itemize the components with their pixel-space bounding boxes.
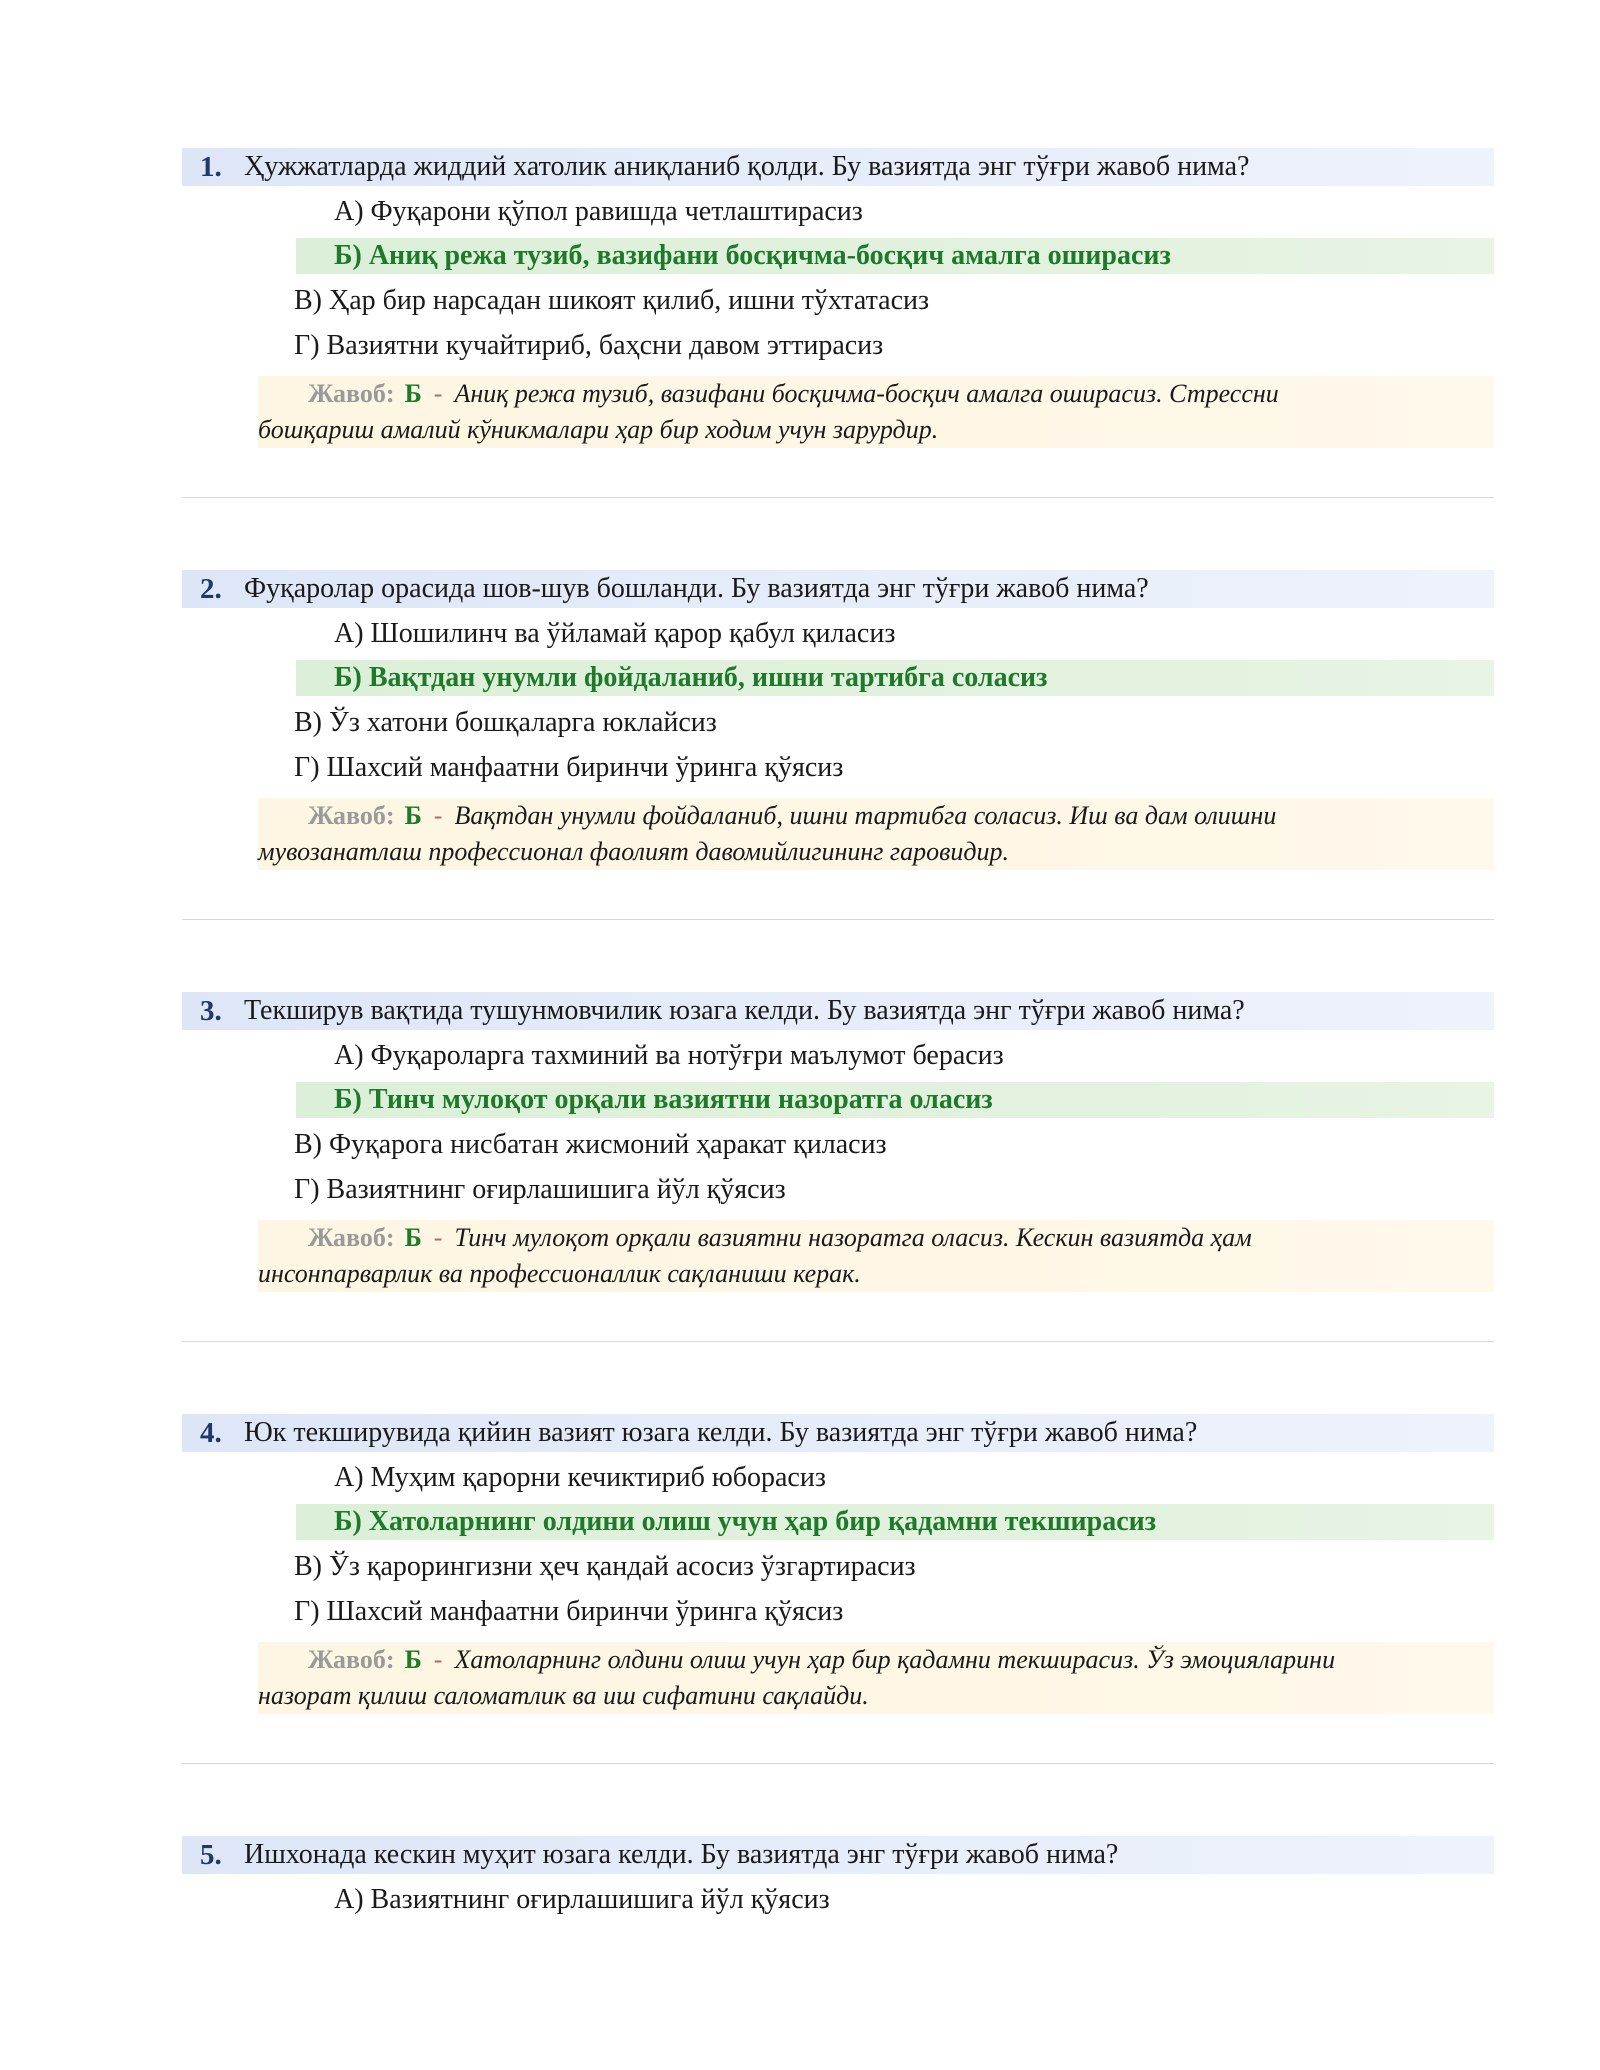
option-g: Г) Шахсий манфаатни биринчи ўринга қўясиз bbox=[294, 752, 844, 783]
answer-box bbox=[258, 1642, 1494, 1714]
question-text: Ҳужжатларда жиддий хатолик аниқланиб қолди. Бу вазиятда энг тўғри жавоб нима? bbox=[244, 151, 1250, 182]
answer-dash: - bbox=[433, 1223, 443, 1252]
option-g: Г) Вазиятнинг оғирлашишига йўл қўясиз bbox=[294, 1174, 786, 1205]
question-1 bbox=[182, 148, 1494, 458]
answer-explanation-1: Тинч мулоқот орқали вазиятни назоратга оласиз. Кескин вазиятда ҳам bbox=[454, 1223, 1252, 1252]
answer-dash: - bbox=[433, 801, 443, 830]
question-number: 1. bbox=[200, 151, 222, 183]
question-number: 3. bbox=[200, 995, 222, 1027]
answer-line-2: назорат қилиш саломатлик ва иш сифатини сақлайди. bbox=[258, 1681, 869, 1710]
answer-line-2: мувозанатлаш профессионал фаолият давомийлигининг гаровидир. bbox=[258, 837, 1010, 866]
answer-line-2: инсонпарварлик ва профессионаллик сақланиши керак. bbox=[258, 1259, 861, 1288]
option-v: В) Ўз қарорингизни ҳеч қандай асосиз ўзгартирасиз bbox=[294, 1551, 916, 1582]
question-number: 2. bbox=[200, 573, 222, 605]
answer-letter: Б bbox=[404, 379, 422, 408]
answer-label: Жавоб: bbox=[308, 379, 395, 408]
question-header bbox=[182, 1836, 1494, 1874]
option-v: В) Фуқарога нисбатан жисмоний ҳаракат қиласиз bbox=[294, 1129, 887, 1160]
option-v: В) Ўз хатони бошқаларга юклайсиз bbox=[294, 707, 717, 738]
answer-line-1 bbox=[308, 1220, 1252, 1256]
question-text: Ишхонада кескин муҳит юзага келди. Бу вазиятда энг тўғри жавоб нима? bbox=[244, 1839, 1119, 1870]
answer-letter: Б bbox=[404, 1223, 422, 1252]
option-g: Г) Шахсий манфаатни биринчи ўринга қўясиз bbox=[294, 1596, 844, 1627]
question-4 bbox=[182, 1414, 1494, 1724]
answer-dash: - bbox=[433, 379, 443, 408]
question-number: 5. bbox=[200, 1839, 222, 1871]
option-g: Г) Вазиятни кучайтириб, баҳсни давом эттирасиз bbox=[294, 330, 884, 361]
answer-line-1 bbox=[308, 798, 1276, 834]
question-divider bbox=[182, 1763, 1494, 1764]
answer-label: Жавоб: bbox=[308, 801, 395, 830]
answer-letter: Б bbox=[404, 801, 422, 830]
option-a: А) Вазиятнинг оғирлашишига йўл қўясиз bbox=[334, 1884, 830, 1915]
option-b-correct: Б) Хатоларнинг олдини олиш учун ҳар бир қадамни текширасиз bbox=[334, 1506, 1157, 1537]
answer-explanation-1: Аниқ режа тузиб, вазифани босқичма-босқич амалга оширасиз. Стрессни bbox=[454, 379, 1279, 408]
answer-box bbox=[258, 1220, 1494, 1292]
question-text: Юк текширувида қийин вазият юзага келди. Бу вазиятда энг тўғри жавоб нима? bbox=[244, 1417, 1198, 1448]
answer-box bbox=[258, 798, 1494, 870]
answer-label: Жавоб: bbox=[308, 1223, 395, 1252]
question-5 bbox=[182, 1836, 1494, 1926]
question-3 bbox=[182, 992, 1494, 1302]
question-divider bbox=[182, 497, 1494, 498]
answer-letter: Б bbox=[404, 1645, 422, 1674]
question-text: Текширув вақтида тушунмовчилик юзага келди. Бу вазиятда энг тўғри жавоб нима? bbox=[244, 995, 1245, 1026]
question-header bbox=[182, 570, 1494, 608]
option-v: В) Ҳар бир нарсадан шикоят қилиб, ишни тўхтатасиз bbox=[294, 285, 930, 316]
answer-label: Жавоб: bbox=[308, 1645, 395, 1674]
answer-line-1 bbox=[308, 1642, 1335, 1678]
answer-box bbox=[258, 376, 1494, 448]
option-a: А) Муҳим қарорни кечиктириб юборасиз bbox=[334, 1462, 826, 1493]
option-b-correct: Б) Аниқ режа тузиб, вазифани босқичма-босқич амалга оширасиз bbox=[334, 240, 1171, 271]
option-a: А) Фуқарони қўпол равишда четлаштирасиз bbox=[334, 196, 863, 227]
option-b-correct: Б) Тинч мулоқот орқали вазиятни назоратга оласиз bbox=[334, 1084, 993, 1115]
question-text: Фуқаролар орасида шов-шув бошланди. Бу вазиятда энг тўғри жавоб нима? bbox=[244, 573, 1149, 604]
question-number: 4. bbox=[200, 1417, 222, 1449]
option-b-correct: Б) Вақтдан унумли фойдаланиб, ишни тартибга соласиз bbox=[334, 662, 1048, 693]
answer-line-1 bbox=[308, 376, 1279, 412]
question-divider bbox=[182, 1341, 1494, 1342]
question-header bbox=[182, 148, 1494, 186]
answer-line-2: бошқариш амалий кўникмалари ҳар бир ходим учун зарурдир. bbox=[258, 415, 939, 444]
answer-explanation-1: Хатоларнинг олдини олиш учун ҳар бир қадамни текширасиз. Ўз эмоцияларини bbox=[454, 1645, 1336, 1674]
question-2 bbox=[182, 570, 1494, 880]
answer-dash: - bbox=[433, 1645, 443, 1674]
question-header bbox=[182, 1414, 1494, 1452]
option-a: А) Фуқароларга тахминий ва нотўғри маълумот берасиз bbox=[334, 1040, 1004, 1071]
answer-explanation-1: Вақтдан унумли фойдаланиб, ишни тартибга соласиз. Иш ва дам олишни bbox=[454, 801, 1277, 830]
question-header bbox=[182, 992, 1494, 1030]
question-divider bbox=[182, 919, 1494, 920]
option-a: А) Шошилинч ва ўйламай қарор қабул қиласиз bbox=[334, 618, 896, 649]
